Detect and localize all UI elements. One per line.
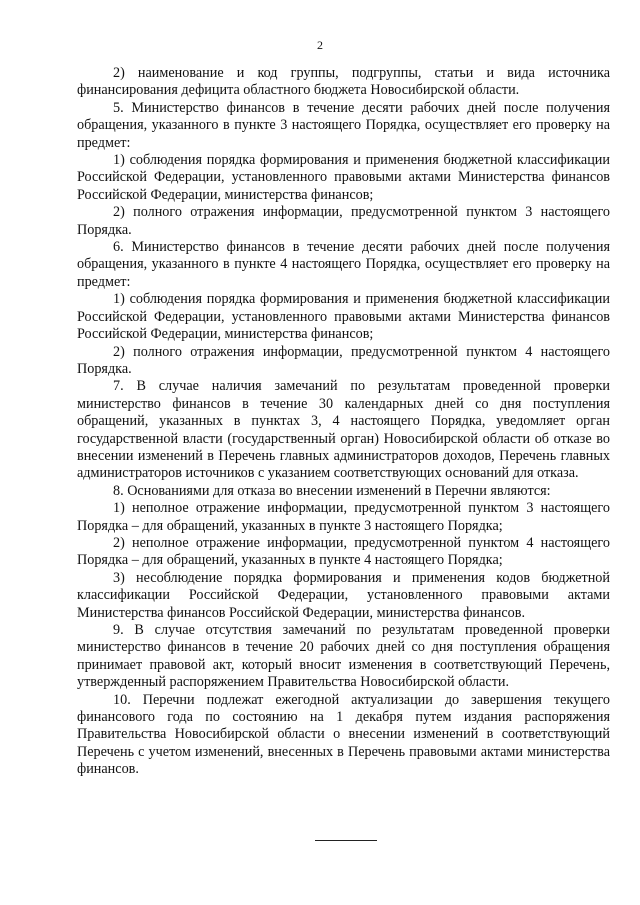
paragraph-6-check-article-4: 6. Министерство финансов в течение десяти рабочих дней после получения обращения, указанного в пункте 4 настоящего Порядка, осуществляет его проверку на предмет:	[77, 239, 610, 290]
closing-divider	[315, 840, 377, 841]
page-number: 2	[317, 38, 323, 52]
paragraph-6-item-1: 1) соблюдения порядка формирования и применения бюджетной классификации Российской Федерации, установленного правовыми актами Министерства финансов Российской Федерации, министерства финансов;	[77, 291, 610, 343]
paragraph-5-item-2: 2) полного отражения информации, предусмотренной пунктом 3 настоящего Порядка.	[77, 204, 610, 238]
paragraph-5-item-1: 1) соблюдения порядка формирования и применения бюджетной классификации Российской Федерации, установленного правовыми актами Министерства финансов Российской Федерации, министерства финансов;	[77, 152, 610, 203]
paragraph-6-item-2: 2) полного отражения информации, предусмотренной пунктом 4 настоящего Порядка.	[77, 343, 610, 377]
paragraph-8-item-2: 2) неполное отражение информации, предусмотренной пунктом 4 настоящего Порядка – для обращений, указанных в пункте 4 настоящего Порядка;	[77, 534, 610, 569]
paragraph-5-check-article-3: 5. Министерство финансов в течение десяти рабочих дней после получения обращения, указанного в пункте 3 настоящего Порядка, осуществляет его проверку на предмет:	[77, 99, 610, 151]
paragraph-9-legal-act: 9. В случае отсутствия замечаний по результатам проведенной проверки министерство финансов в течение 20 рабочих дней со дня поступления обращения принимает правовой акт, который вносит изменения в соответствующий Перечень, утвержденный распоряжением Правительства Новосибирской области.	[77, 622, 610, 691]
document-body	[77, 65, 610, 779]
paragraph-8-refusal-grounds: 8. Основаниями для отказа во внесении изменений в Перечни являются:	[113, 482, 551, 499]
paragraph-10-annual-update: 10. Перечни подлежат ежегодной актуализации до завершения текущего финансового года по состоянию на 1 декабря путем издания распоряжения Правительства Новосибирской области о внесении изменений в соответствующий Перечень с учетом изменений, внесенных в Перечень правовыми актами министерства финансов.	[77, 691, 610, 778]
paragraph-2-group-code: 2) наименование и код группы, подгруппы, статьи и вида источника финансирования дефицита областного бюджета Новосибирской области.	[77, 65, 610, 99]
paragraph-8-item-1: 1) неполное отражение информации, предусмотренной пунктом 3 настоящего Порядка – для обращений, указанных в пункте 3 настоящего Порядка;	[77, 500, 610, 534]
paragraph-8-item-3: 3) несоблюдение порядка формирования и применения кодов бюджетной классификации Российской Федерации, установленного правовыми актами Министерства финансов Российской Федерации, министерства финансов.	[77, 569, 610, 621]
paragraph-7-refusal-notice: 7. В случае наличия замечаний по результатам проведенной проверки министерство финансов в течение 30 календарных дней со дня поступления обращений, указанных в пунктах 3, 4 настоящего Порядка, уведомляет орган государственной власти (государственный орган) Новосибирской области об отказе во внесении изменений в Перечень главных администраторов доходов, Перечень главных администраторов источников с указанием соответствующих оснований для отказа.	[77, 378, 610, 482]
